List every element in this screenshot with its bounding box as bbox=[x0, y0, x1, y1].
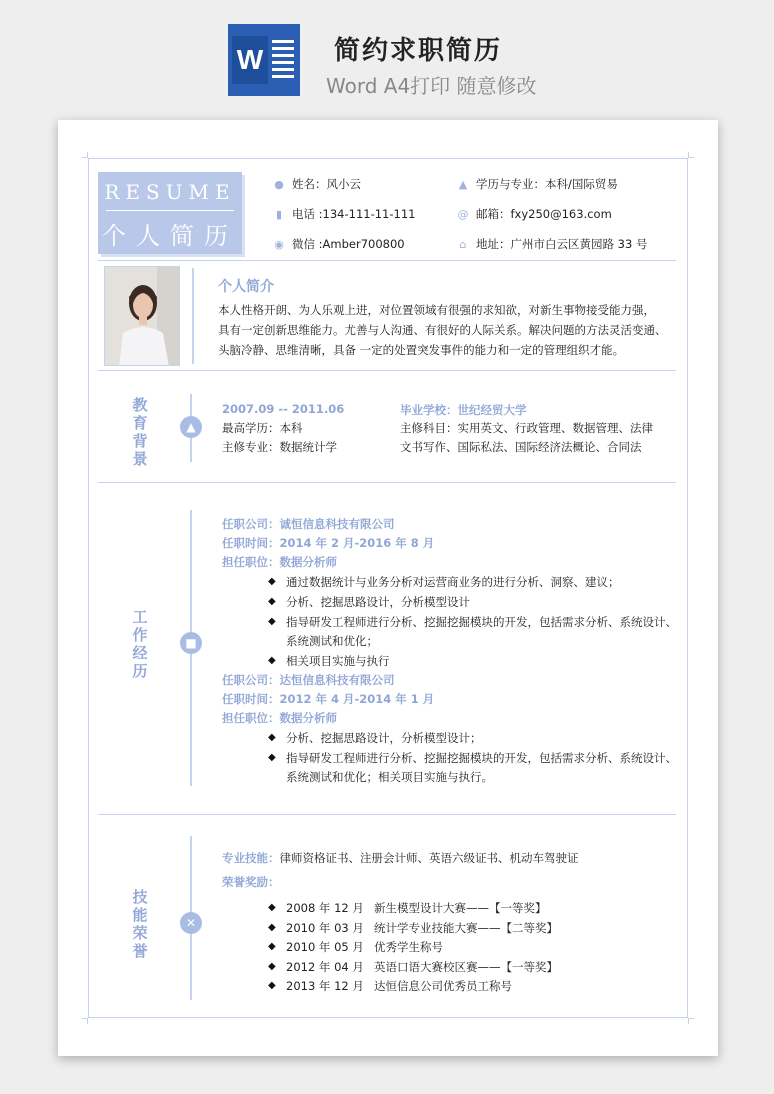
word-logo-icon bbox=[228, 24, 300, 96]
work-divider bbox=[98, 814, 676, 815]
resume-title-box bbox=[98, 172, 242, 254]
work-label: 工 作 经 历 bbox=[132, 608, 148, 680]
honors-label: 荣誉奖励： bbox=[222, 875, 280, 889]
job-1-position: 担任职位：数据分析师 bbox=[222, 555, 337, 569]
education-divider bbox=[98, 482, 676, 483]
banner bbox=[0, 0, 774, 110]
honor-text: 新生模型设计大赛——【一等奖】 bbox=[374, 901, 547, 915]
banner-title: 简约求职简历 bbox=[334, 36, 503, 66]
resume-page: RESUME 个人简历 ● 姓名：风小云 ▮ 电话 :134-111-11-111 ◉ 微信 :Amber700800 ▲ 学历与专业：本科/国际贸易 @ 邮箱：fxy250@163.com ⌂ 地址：广州市白云区黄园路 33 号 个人简介 本人性格开朗、为人乐观上进，对位置领域有很强的求知欲，对新生事物接受能力强， 具有一定创新思维能力。尤善与人沟通、有很好的人际关系。解决问题的方法灵活变通、 头脑冷静、思维清晰，具备 一定的处置突发事件的能力和一定的管理组织才能。 教 育 背 景 ▲ 2007.09 -- 2011.06 毕业学校：世纪经贸大学 最高学历：本科 主修专业：数据统计学 主修科目：实用英文、行政管理、数据管理、法律 文书写作、国际私法、国际经济法概论、合同法 工 作 经 历 ■ 任职公司：诚恒信息科技有限公司 任职时间：2014 年 2 月-2016 年 8 月 担任职位：数据分析师 ◆ 通过数据统计与业务分析对运营商业务的进行分析、洞察、建议； ◆ 分析、挖掘思路设计，分析模型设计 ◆ 指导研发工程师进行分析、挖掘挖掘模块的开发，包括需求分析、系统设计、 系统测试和优化； ◆ 相关项目实施与执行 任职公司：达恒信息科技有限公司 任职时间：2012 年 4 月-2014 年 1 月 担任职位：数据分析师 ◆ 分析、挖掘思路设计，分析模型设计； ◆ 指导研发工程师进行分析、挖掘挖掘模块的开发，包括需求分析、系统设计、 系统测试和优化；相关项目实施与执行。 技 能 荣 誉 ✕ 专业技能：律师资格证书、注册会计师、英语六级证书、机动车驾驶证 荣誉奖励： ◆ 2008 年 12 月 新生模型设计大赛——【一等奖】 ◆ 2010 年 03 月 统计学专业技能大赛——【二等奖】 ◆ 2010 年 05 月 优秀学生称号 ◆ 2012 年 04 月 英语口语大赛校区赛——【一等奖】 ◆ 2013 年 12 月 达恒信息公司优秀员工称号 bbox=[58, 120, 718, 1056]
job-2-duty: 指导研发工程师进行分析、挖掘挖掘模块的开发，包括需求分析、系统设计、 bbox=[286, 751, 677, 765]
education-major: 主修专业：数据统计学 bbox=[222, 440, 337, 454]
job-1-duty: 分析、挖掘思路设计，分析模型设计 bbox=[286, 595, 470, 609]
job-2-position: 担任职位：数据分析师 bbox=[222, 711, 337, 725]
honor-text: 优秀学生称号 bbox=[374, 940, 443, 954]
honor-text: 达恒信息公司优秀员工称号 bbox=[374, 979, 512, 993]
job-2-company: 任职公司：达恒信息科技有限公司 bbox=[222, 673, 395, 687]
education-courses-2: 文书写作、国际私法、国际经济法概论、合同法 bbox=[400, 440, 642, 454]
at-icon: @ bbox=[457, 208, 469, 221]
tools-icon: ✕ bbox=[180, 912, 202, 934]
honor-date: 2010 年 03 月 bbox=[286, 921, 364, 935]
info-phone: ▮ 电话 :134-111-11-111 bbox=[272, 206, 415, 222]
education-label: 教 育 背 景 bbox=[132, 396, 148, 468]
info-education: ▲ 学历与专业：本科/国际贸易 bbox=[456, 176, 618, 192]
job-1-period: 任职时间：2014 年 2 月-2016 年 8 月 bbox=[222, 536, 435, 550]
job-2-duty: 分析、挖掘思路设计，分析模型设计； bbox=[286, 731, 482, 745]
skills-line: 专业技能：律师资格证书、注册会计师、英语六级证书、机动车驾驶证 bbox=[222, 851, 579, 865]
job-2-duty: 系统测试和优化；相关项目实施与执行。 bbox=[286, 770, 493, 784]
chat-icon: ◉ bbox=[274, 238, 284, 251]
honor-date: 2012 年 04 月 bbox=[286, 960, 364, 974]
education-courses-1: 主修科目：实用英文、行政管理、数据管理、法律 bbox=[400, 421, 653, 435]
skills-label: 技 能 荣 誉 bbox=[132, 888, 148, 960]
honor-date: 2008 年 12 月 bbox=[286, 901, 364, 915]
phone-icon: ▮ bbox=[275, 208, 283, 221]
education-school: 毕业学校：世纪经贸大学 bbox=[400, 403, 527, 417]
resume-cn-title: 个人简历 bbox=[102, 222, 238, 250]
profile-title: 个人简介 bbox=[218, 279, 274, 295]
honor-date: 2010 年 05 月 bbox=[286, 940, 364, 954]
education-period: 2007.09 -- 2011.06 bbox=[222, 402, 345, 416]
job-2-period: 任职时间：2012 年 4 月-2014 年 1 月 bbox=[222, 692, 435, 706]
graduation-cap-icon: ▲ bbox=[458, 178, 468, 191]
resume-en-title: RESUME bbox=[104, 180, 236, 204]
info-address: ⌂ 地址：广州市白云区黄园路 33 号 bbox=[456, 236, 647, 252]
header-divider bbox=[98, 260, 676, 261]
info-name: ● 姓名：风小云 bbox=[272, 176, 361, 192]
info-email: @ 邮箱：fxy250@163.com bbox=[457, 207, 612, 221]
job-1-company: 任职公司：诚恒信息科技有限公司 bbox=[222, 517, 395, 531]
person-icon: ● bbox=[274, 178, 284, 191]
info-wechat: ◉ 微信 :Amber700800 bbox=[272, 236, 405, 252]
job-1-duty: 相关项目实施与执行 bbox=[286, 654, 390, 668]
honor-text: 统计学专业技能大赛——【二等奖】 bbox=[374, 921, 558, 935]
job-1-duty: 系统测试和优化； bbox=[286, 634, 378, 648]
job-1-duty: 通过数据统计与业务分析对运营商业务的进行分析、洞察、建议； bbox=[286, 575, 620, 589]
honor-text: 英语口语大赛校区赛——【一等奖】 bbox=[374, 960, 558, 974]
job-1-duty: 指导研发工程师进行分析、挖掘挖掘模块的开发，包括需求分析、系统设计、 bbox=[286, 615, 677, 629]
word-logo-letter: W bbox=[232, 36, 268, 84]
profile-divider bbox=[98, 370, 676, 371]
graduation-cap-icon: ▲ bbox=[180, 416, 202, 438]
briefcase-icon: ■ bbox=[180, 632, 202, 654]
banner-subtitle: Word A4打印 随意修改 bbox=[326, 74, 537, 98]
honor-date: 2013 年 12 月 bbox=[286, 979, 364, 993]
education-degree: 最高学历：本科 bbox=[222, 421, 303, 435]
profile-bar bbox=[192, 268, 194, 364]
profile-photo bbox=[104, 266, 180, 366]
home-icon: ⌂ bbox=[459, 238, 467, 251]
profile-text: 本人性格开朗、为人乐观上进，对位置领域有很强的求知欲，对新生事物接受能力强， 具有一定创新思维能力。尤善与人沟通、有很好的人际关系。解决问题的方法灵活变通、 头脑冷静、思维清晰，具备 一定的处置突发事件的能力和一定的管理组织才能。 bbox=[218, 303, 667, 357]
